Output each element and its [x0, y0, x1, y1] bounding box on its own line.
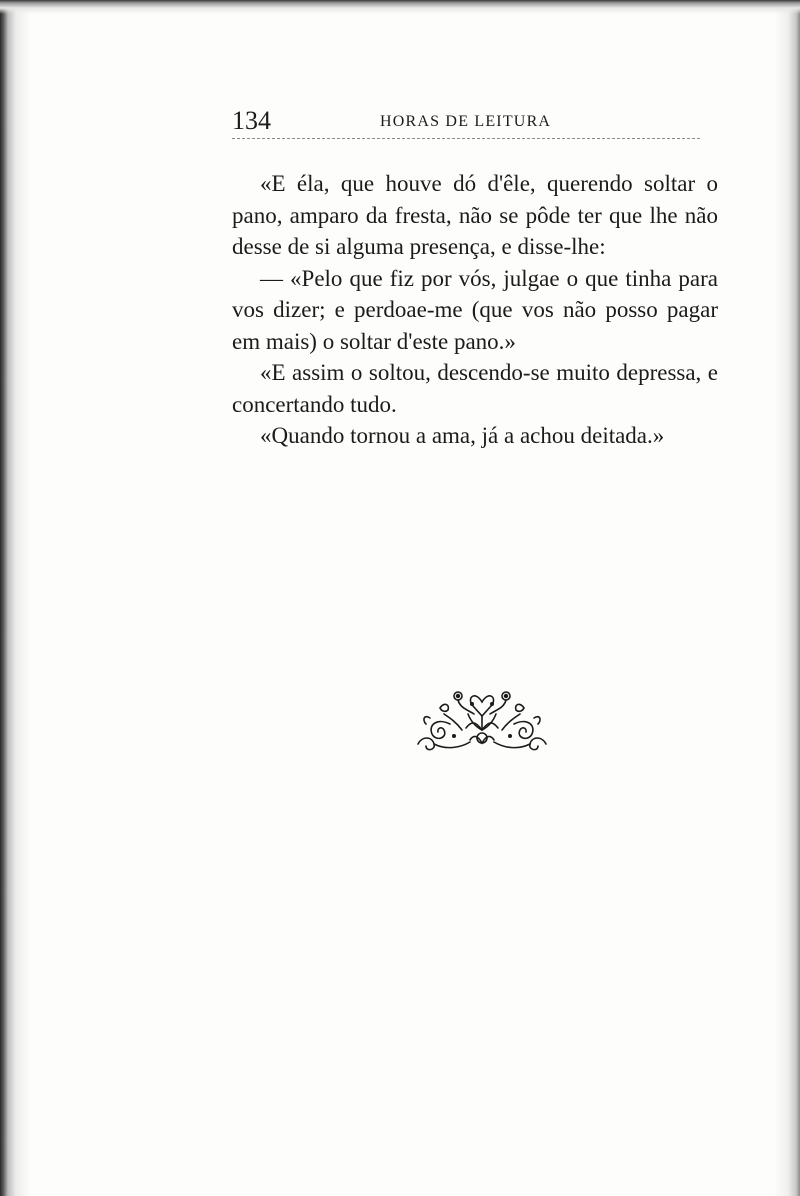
body-text — [232, 168, 718, 452]
paragraph-3: «E assim o soltou, descendo-se muito depressa, e concertando tudo. — [232, 360, 718, 417]
running-title: HORAS DE LEITURA — [380, 113, 552, 130]
paragraph-1: «E éla, que houve dó d'êle, querendo soltar o pano, amparo da fresta, não se pôde ter que lhe não desse de si alguma presença, e disse-lhe: — [232, 171, 718, 259]
page-edge-right — [774, 0, 800, 1196]
page-number: 134 — [232, 106, 271, 135]
page-edge-left — [0, 0, 30, 1196]
header-rule — [232, 138, 700, 139]
paragraph-2: — «Pelo que fiz por vós, julgae o que tinha para vos dizer; e perdoae-me (que vos não posso pagar em mais) o soltar d'este pano.» — [232, 265, 718, 354]
page-edge-top — [0, 0, 800, 14]
page-header — [232, 106, 700, 136]
paragraph-4: «Quando tornou a ama, já a achou deitada.» — [260, 423, 665, 448]
floral-vignette-icon — [412, 684, 552, 756]
